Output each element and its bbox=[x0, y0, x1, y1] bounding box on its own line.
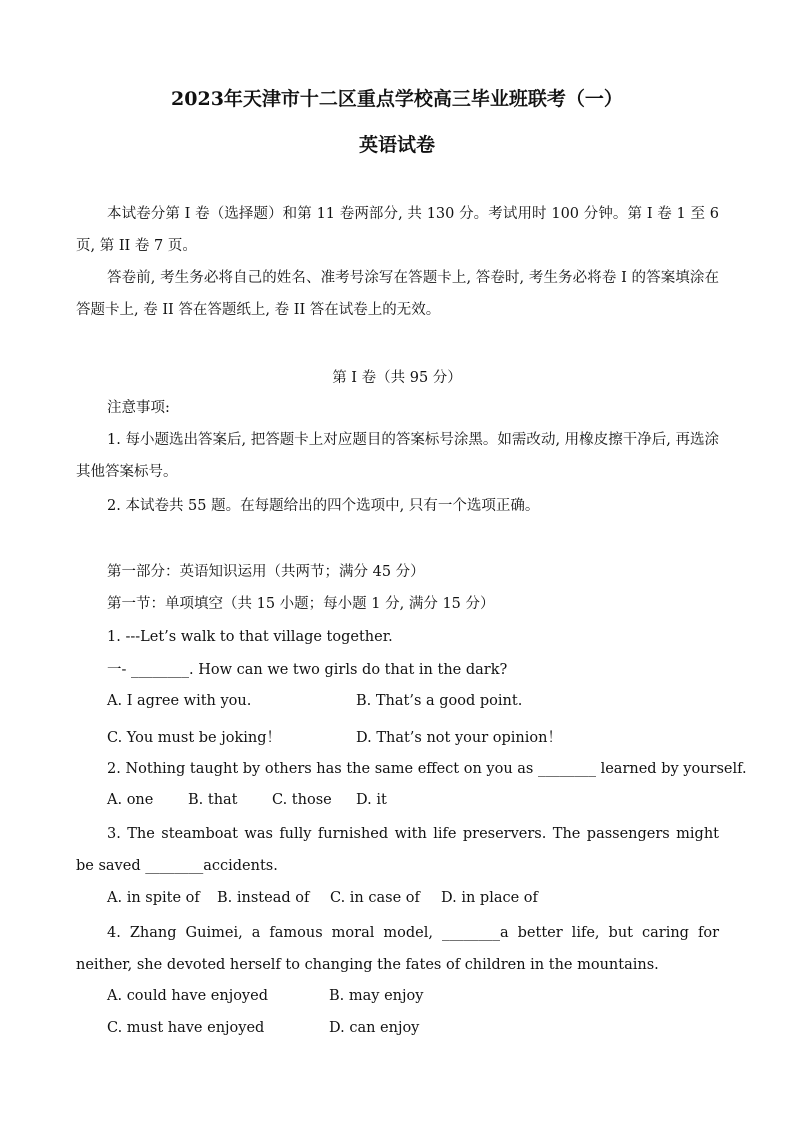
notice-item-1: 1. 每小题选出答案后, 把答题卡上对应题目的答案标号涂黑。如需改动, 用橡皮擦干净后, 再选涂其他答案标号。 bbox=[76, 432, 719, 480]
q2-stem: 2. Nothing taught by others has the same effect on you as ________ learned by yourself. bbox=[107, 761, 747, 777]
q3-stem: 3. The steamboat was fully furnished with life preservers. The passengers might be saved ________accidents. bbox=[76, 826, 719, 874]
q1-option-c: C. You must be joking！ bbox=[107, 730, 281, 746]
q1-option-b: B. That’s a good point. bbox=[356, 693, 523, 709]
intro-paragraph-2: 答卷前, 考生务必将自己的姓名、准考号涂写在答题卡上, 答卷时, 考生务必将卷 I 的答案填涂在答题卡上, 卷 II 答在答题纸上, 卷 II 答在试卷上的无效。 bbox=[76, 270, 719, 318]
q2-option-c: C. those bbox=[272, 792, 332, 808]
q1-line-2: 一- ________. How can we two girls do that in the dark? bbox=[107, 662, 508, 678]
q2-option-a: A. one bbox=[107, 792, 154, 808]
q4-option-a: A. could have enjoyed bbox=[107, 988, 268, 1004]
q3-option-a: A. in spite of bbox=[107, 890, 200, 906]
notice-item-2: 2. 本试卷共 55 题。在每题给出的四个选项中, 只有一个选项正确。 bbox=[107, 498, 540, 514]
q4-option-d: D. can enjoy bbox=[329, 1020, 420, 1036]
section-sub-title: 第一节：单项填空（共 15 小题；每小题 1 分, 满分 15 分） bbox=[107, 596, 495, 612]
intro-paragraph-1: 本试卷分第 I 卷（选择题）和第 11 卷两部分, 共 130 分。考试用时 100 分钟。第 I 卷 1 至 6 页, 第 II 卷 7 页。 bbox=[76, 206, 719, 254]
q2-option-d: D. it bbox=[356, 792, 387, 808]
q4-option-b: B. may enjoy bbox=[329, 988, 424, 1004]
section-part-title: 第一部分：英语知识运用（共两节；满分 45 分） bbox=[107, 564, 425, 580]
q3-option-c: C. in case of bbox=[330, 890, 420, 906]
q3-option-d: D. in place of bbox=[441, 890, 538, 906]
q4-option-c: C. must have enjoyed bbox=[107, 1020, 265, 1036]
q2-option-b: B. that bbox=[188, 792, 238, 808]
exam-title: 2023年天津市十二区重点学校高三毕业班联考（一） bbox=[171, 88, 623, 110]
q1-line-1: 1. ---Let’s walk to that village together. bbox=[107, 629, 393, 645]
exam-subtitle: 英语试卷 bbox=[358, 134, 435, 156]
q4-stem: 4. Zhang Guimei, a famous moral model, ________a better life, but caring for neither, she devoted herself to changing the fates of children in the mountains. bbox=[76, 925, 719, 973]
q1-option-d: D. That’s not your opinion！ bbox=[356, 730, 562, 746]
q3-option-b: B. instead of bbox=[217, 890, 310, 906]
notice-label: 注意事项: bbox=[107, 400, 170, 416]
part1-heading: 第 I 卷（共 95 分） bbox=[332, 370, 462, 386]
q1-option-a: A. I agree with you. bbox=[107, 693, 252, 709]
